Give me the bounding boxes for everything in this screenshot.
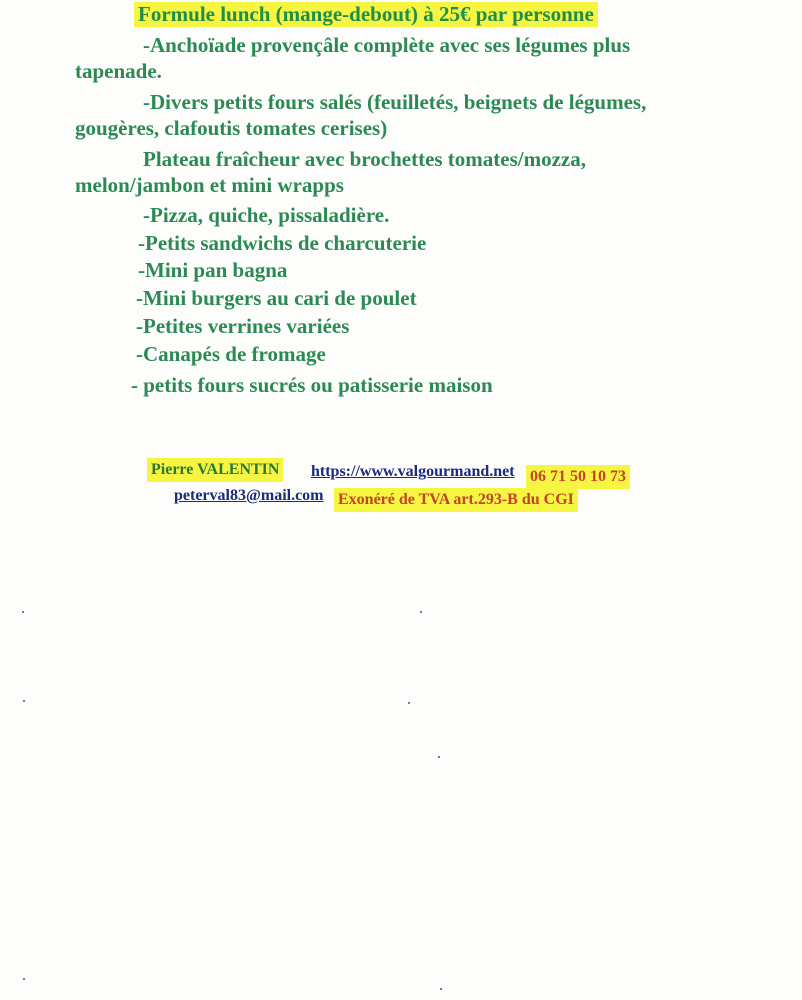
- menu-line: melon/jambon et mini wrapps: [75, 173, 344, 197]
- menu-line: - petits fours sucrés ou patisserie maison: [131, 373, 493, 397]
- menu-line: -Mini burgers au cari de poulet: [136, 286, 417, 310]
- footer-website-link[interactable]: https://www.valgourmand.net: [311, 463, 515, 480]
- footer-email-link[interactable]: peterval83@mail.com: [174, 487, 324, 504]
- menu-line: tapenade.: [75, 59, 162, 83]
- menu-title: Formule lunch (mange-debout) à 25€ par personne: [134, 2, 598, 27]
- menu-line: -Divers petits fours salés (feuilletés, beignets de légumes,: [143, 90, 647, 114]
- scan-speck: [23, 978, 25, 980]
- menu-line: -Pizza, quiche, pissaladière.: [143, 203, 390, 227]
- menu-line: -Anchoïade provençâle complète avec ses légumes plus: [143, 33, 631, 57]
- menu-line: -Petits sandwichs de charcuterie: [138, 231, 427, 255]
- footer-name: Pierre VALENTIN: [147, 458, 283, 482]
- scan-speck: [23, 700, 25, 702]
- menu-line: Plateau fraîcheur avec brochettes tomates/mozza,: [143, 147, 586, 171]
- menu-line: gougères, clafoutis tomates cerises): [75, 116, 388, 140]
- scan-speck: [438, 756, 440, 758]
- menu-line: -Canapés de fromage: [136, 342, 326, 366]
- scan-speck: [420, 611, 422, 613]
- footer-tax-note: Exonéré de TVA art.293-B du CGI: [334, 488, 578, 512]
- scan-speck: [440, 988, 442, 990]
- menu-line: -Petites verrines variées: [136, 314, 350, 338]
- menu-line: -Mini pan bagna: [138, 258, 288, 282]
- footer-phone: 06 71 50 10 73: [526, 465, 630, 489]
- scan-speck: [22, 611, 24, 613]
- scan-speck: [408, 702, 410, 704]
